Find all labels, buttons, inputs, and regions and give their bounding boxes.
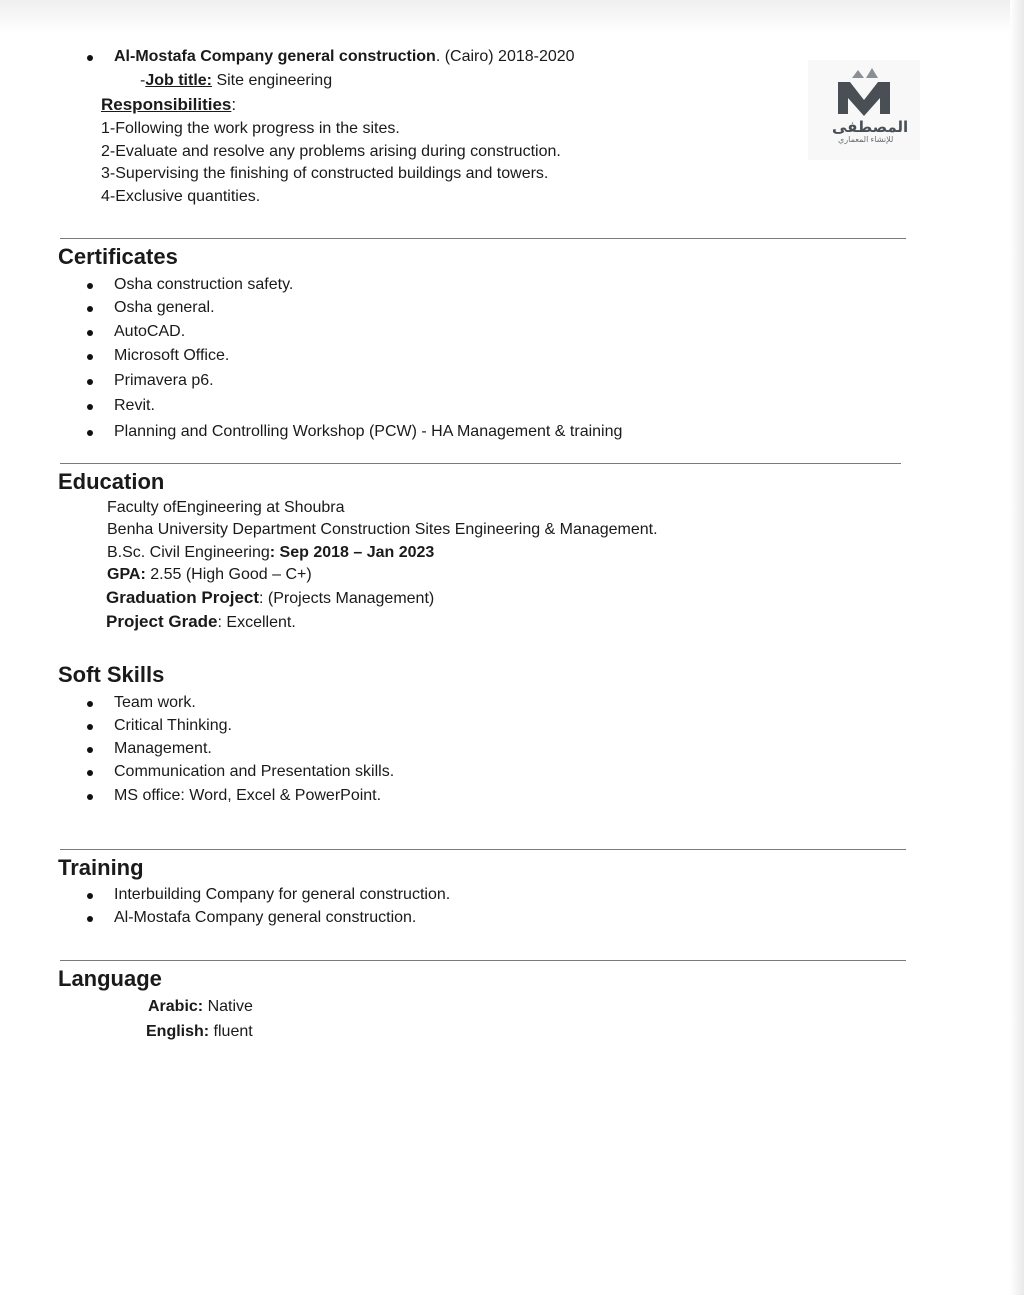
logo-text: المصطفى [832, 119, 909, 136]
certificate-item: Osha general. [114, 299, 215, 316]
bullet-icon [87, 770, 93, 776]
education-university: Benha University Department Construction Sites Engineering & Management. [107, 521, 658, 538]
education-grade: Project Grade: Excellent. [106, 612, 296, 631]
soft-skill-item: MS office: Word, Excel & PowerPoint. [114, 787, 382, 804]
section-divider [60, 849, 906, 850]
education-faculty: Faculty ofEngineering at Shoubra [107, 499, 345, 516]
bullet-icon [87, 724, 93, 730]
soft-skill-item: Critical Thinking. [114, 717, 232, 734]
company-name: Al-Mostafa Company general construction [114, 48, 436, 65]
education-project: Graduation Project: (Projects Management) [106, 588, 435, 607]
certificate-item: Microsoft Office. [114, 347, 230, 364]
company-location-years: . (Cairo) 2018-2020 [435, 48, 575, 65]
bullet-icon [87, 354, 93, 360]
language-heading: Language [58, 966, 162, 991]
job-title-value: Site engineering [212, 72, 333, 89]
bullet-icon [87, 306, 93, 312]
training-item: Al-Mostafa Company general construction. [114, 909, 417, 926]
bullet-icon [87, 379, 93, 385]
responsibility-item: 3-Supervising the finishing of constructed buildings and towers. [101, 165, 549, 182]
bullet-icon [87, 330, 93, 336]
education-heading: Education [58, 469, 165, 494]
bullet-icon [87, 893, 93, 899]
bullet-icon [87, 916, 93, 922]
training-heading: Training [58, 855, 144, 880]
bullet-icon [87, 283, 93, 289]
job-title-label: Job title: [145, 72, 212, 89]
soft-skill-item: Management. [114, 740, 212, 757]
section-divider [60, 463, 901, 464]
bullet-icon [87, 794, 93, 800]
language-english: English: fluent [146, 1023, 253, 1040]
top-shadow [0, 0, 1024, 34]
responsibilities-heading: Responsibilities: [101, 95, 237, 114]
bullet-icon [87, 404, 93, 410]
bullet-icon [87, 430, 93, 436]
section-divider [60, 960, 906, 961]
soft-skill-item: Communication and Presentation skills. [114, 763, 395, 780]
bullet-icon [87, 747, 93, 753]
experience-entry [114, 47, 575, 67]
bullet-icon [87, 55, 93, 61]
certificates-heading: Certificates [58, 244, 178, 269]
language-arabic: Arabic: Native [148, 998, 253, 1015]
certificate-item: AutoCAD. [114, 323, 186, 340]
responsibility-item: 1-Following the work progress in the sites. [101, 120, 400, 137]
certificate-item: Planning and Controlling Workshop (PCW) - HA Management & training [114, 423, 623, 440]
soft-skills-heading: Soft Skills [58, 662, 165, 687]
logo-subtext: للإنشاء المعماري [838, 135, 894, 144]
certificate-item: Osha construction safety. [114, 276, 294, 293]
responsibility-item: 2-Evaluate and resolve any problems arising during construction. [101, 143, 561, 160]
job-title-line: -Job title: Site engineering [140, 72, 333, 89]
bullet-icon [87, 701, 93, 707]
education-degree: B.Sc. Civil Engineering: Sep 2018 – Jan 2023 [107, 544, 435, 561]
certificate-item: Primavera p6. [114, 372, 214, 389]
education-gpa: GPA: 2.55 (High Good – C+) [107, 566, 312, 583]
section-divider [60, 238, 906, 239]
certificate-item: Revit. [114, 397, 155, 414]
soft-skill-item: Team work. [114, 694, 196, 711]
training-item: Interbuilding Company for general construction. [114, 886, 451, 903]
logo-mark-icon [808, 60, 920, 160]
right-shadow [1010, 0, 1024, 1295]
responsibility-item: 4-Exclusive quantities. [101, 188, 261, 205]
company-logo [808, 60, 920, 160]
education-dates: : Sep 2018 – Jan 2023 [269, 544, 435, 561]
